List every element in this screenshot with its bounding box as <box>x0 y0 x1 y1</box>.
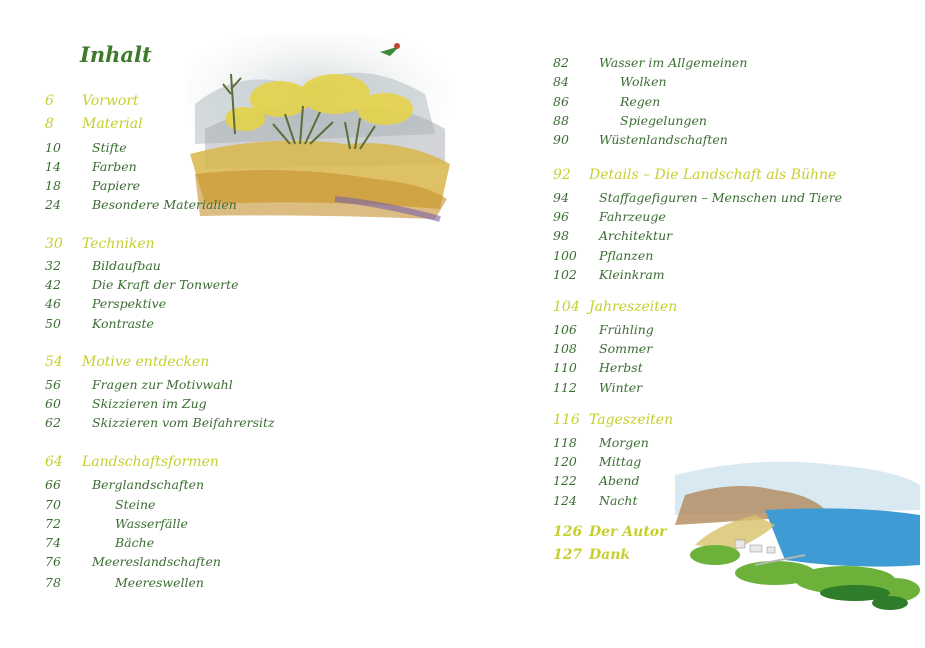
entry-title: Vorwort <box>82 93 139 109</box>
entry-title: Skizzieren im Zug <box>92 396 207 411</box>
entry-title: Morgen <box>599 435 649 450</box>
page-number: 116 <box>553 412 580 428</box>
page-number: 32 <box>45 258 61 273</box>
entry-title: Bildaufbau <box>92 258 161 273</box>
entry-title: Kleinkram <box>599 267 665 282</box>
page-number: 74 <box>45 535 61 550</box>
entry-title: Perspektive <box>92 296 167 311</box>
entry-title: Frühling <box>599 322 654 337</box>
entry-title: Farben <box>92 159 137 174</box>
entry-title: Motive entdecken <box>82 354 210 370</box>
entry-title: Steine <box>115 497 156 512</box>
entry-title: Sommer <box>599 341 653 356</box>
entry-title: Der Autor <box>589 524 667 540</box>
entry-title: Fragen zur Motivwahl <box>92 377 233 392</box>
page-number: 66 <box>45 477 61 492</box>
page-number: 70 <box>45 497 61 512</box>
page-number: 100 <box>553 248 577 263</box>
entry-title: Mittag <box>599 454 642 469</box>
page-number: 82 <box>553 55 569 70</box>
page-number: 126 <box>553 524 583 540</box>
entry-title: Regen <box>620 94 661 109</box>
coastal-landscape-illustration <box>655 455 925 615</box>
entry-title: Skizzieren vom Beifahrersitz <box>92 415 275 430</box>
entry-title: Meereslandschaften <box>92 554 221 569</box>
page-number: 120 <box>553 454 577 469</box>
page-number: 50 <box>45 316 61 331</box>
entry-title: Techniken <box>82 236 155 252</box>
page-number: 42 <box>45 277 61 292</box>
page-number: 18 <box>45 178 61 193</box>
entry-title: Stifte <box>92 140 127 155</box>
entry-title: Jahreszeiten <box>589 299 678 315</box>
page-number: 64 <box>45 454 63 470</box>
page-number: 92 <box>553 167 571 183</box>
page-number: 106 <box>553 322 577 337</box>
entry-title: Wasser im Allgemeinen <box>599 55 748 70</box>
page-number: 124 <box>553 493 577 508</box>
page-number: 46 <box>45 296 61 311</box>
entry-title: Details – Die Landschaft als Bühne <box>589 167 837 183</box>
entry-title: Pflanzen <box>599 248 654 263</box>
page-number: 104 <box>553 299 580 315</box>
page-number: 62 <box>45 415 61 430</box>
page-number: 112 <box>553 380 577 395</box>
page-number: 72 <box>45 516 61 531</box>
entry-title: Tageszeiten <box>589 412 674 428</box>
page-number: 96 <box>553 209 569 224</box>
entry-title: Staffagefiguren – Menschen und Tiere <box>599 190 843 205</box>
page-number: 24 <box>45 197 61 212</box>
entry-title: Meereswellen <box>115 575 204 590</box>
entry-title: Berglandschaften <box>92 477 205 492</box>
page-number: 102 <box>553 267 577 282</box>
entry-title: Wolken <box>620 74 667 89</box>
page-number: 56 <box>45 377 61 392</box>
entry-title: Winter <box>599 380 643 395</box>
page-number: 127 <box>553 547 583 563</box>
page-number: 8 <box>45 116 54 132</box>
page-number: 78 <box>45 575 61 590</box>
page-number: 86 <box>553 94 569 109</box>
page-number: 108 <box>553 341 577 356</box>
page-number: 98 <box>553 228 569 243</box>
page-number: 94 <box>553 190 569 205</box>
page-number: 76 <box>45 554 61 569</box>
page-number: 10 <box>45 140 61 155</box>
entry-title: Architektur <box>599 228 673 243</box>
entry-title: Material <box>82 116 143 132</box>
entry-title: Die Kraft der Tonwerte <box>92 277 239 292</box>
page-number: 90 <box>553 132 569 147</box>
page-number: 110 <box>553 360 577 375</box>
entry-title: Besondere Materialien <box>92 197 237 212</box>
page-number: 60 <box>45 396 61 411</box>
page-number: 118 <box>553 435 577 450</box>
entry-title: Dank <box>589 547 631 563</box>
entry-title: Nacht <box>599 493 638 508</box>
entry-title: Wasserfälle <box>115 516 188 531</box>
entry-title: Bäche <box>115 535 155 550</box>
page-number: 84 <box>553 74 569 89</box>
entry-title: Abend <box>599 473 640 488</box>
entry-title: Fahrzeuge <box>599 209 666 224</box>
entry-title: Spiegelungen <box>620 113 707 128</box>
page-number: 122 <box>553 473 577 488</box>
page-title: Inhalt <box>80 42 152 67</box>
entry-title: Papiere <box>92 178 141 193</box>
entry-title: Kontraste <box>92 316 154 331</box>
entry-title: Landschaftsformen <box>82 454 219 470</box>
page-number: 14 <box>45 159 61 174</box>
entry-title: Herbst <box>599 360 643 375</box>
desert-landscape-illustration <box>185 34 455 224</box>
page-number: 30 <box>45 236 63 252</box>
page-number: 88 <box>553 113 569 128</box>
entry-title: Wüstenlandschaften <box>599 132 728 147</box>
page-number: 6 <box>45 93 54 109</box>
page-number: 54 <box>45 354 63 370</box>
